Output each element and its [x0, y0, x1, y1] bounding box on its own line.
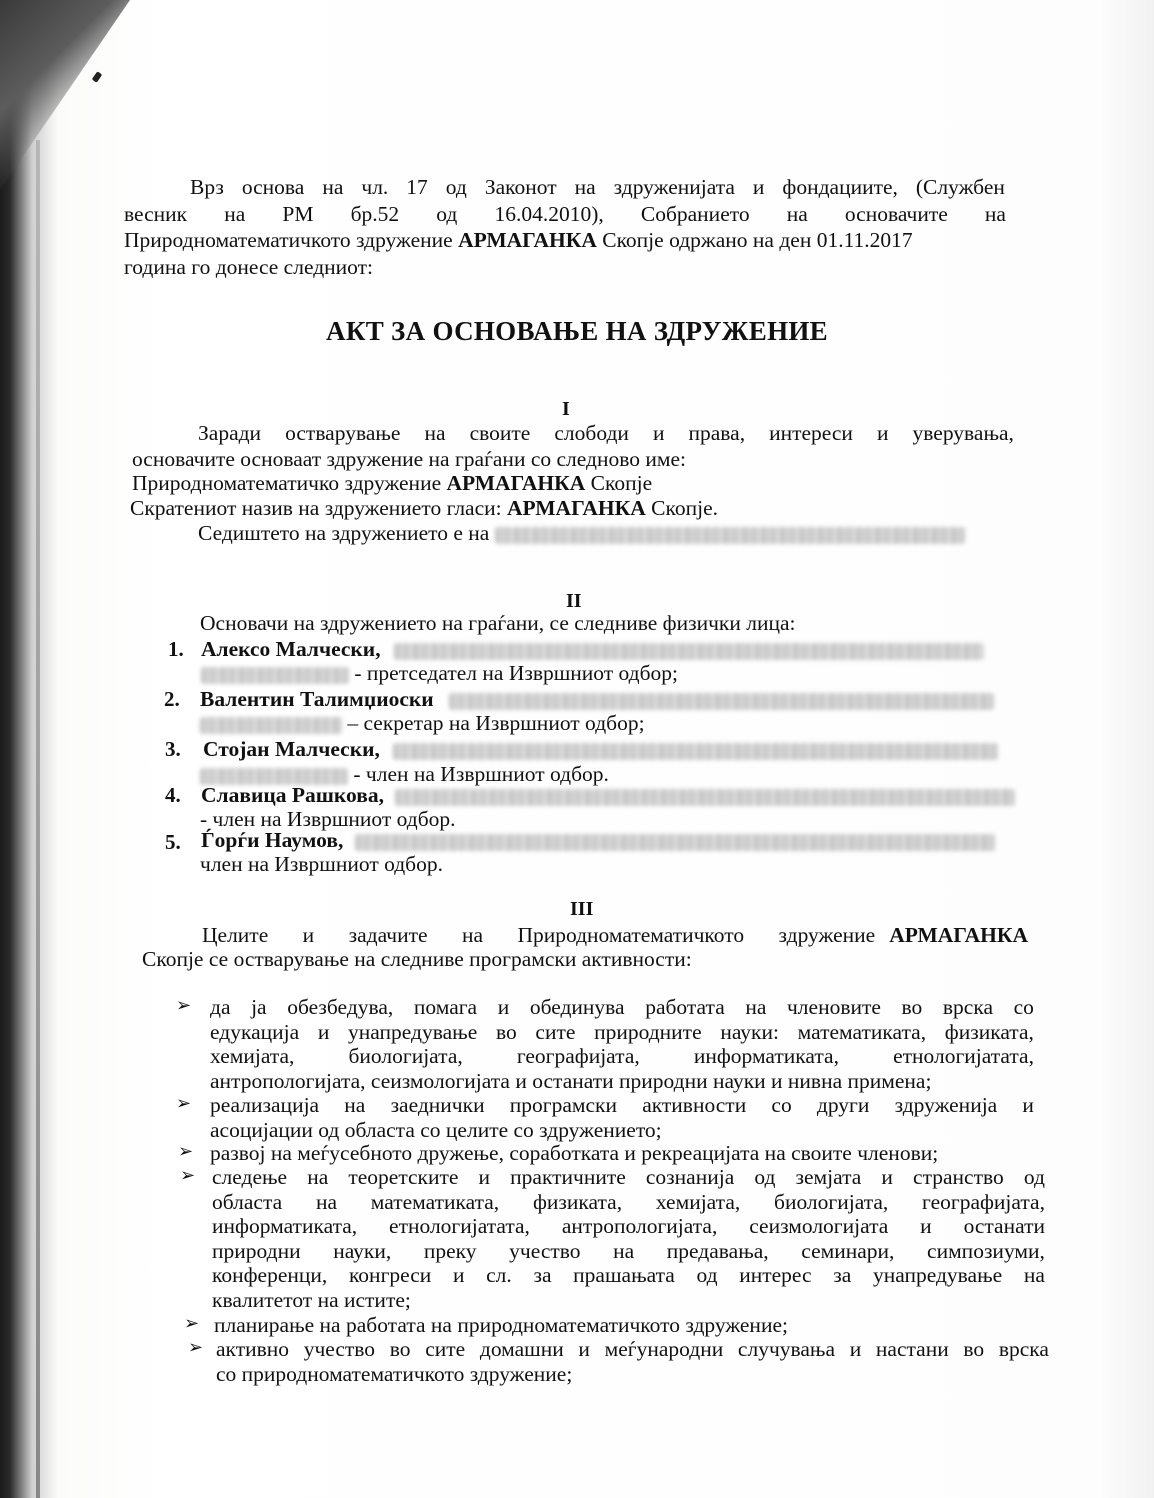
- activity-word: активности: [642, 1093, 747, 1117]
- section1-word: права,: [688, 421, 746, 445]
- section3-word: и: [302, 923, 315, 947]
- bullet-arrow-icon: ➢: [178, 1141, 194, 1162]
- activity-word: ја: [251, 995, 267, 1019]
- preamble-word: на: [786, 202, 808, 226]
- activity-word: здруженија: [894, 1093, 998, 1117]
- activity-word: од: [696, 1263, 718, 1288]
- section3-word: Природноматематичкото: [517, 923, 745, 947]
- redacted-id-number: [200, 717, 342, 734]
- activity-line: [210, 1043, 1034, 1069]
- activity-word: географијата,: [922, 1189, 1045, 1214]
- activity-word: математиката,: [797, 1019, 927, 1044]
- section1-line-3: [132, 470, 652, 496]
- activity-word: следење: [212, 1165, 288, 1189]
- activity-word: на: [745, 995, 767, 1019]
- activity-word: заеднички: [390, 1093, 485, 1117]
- section-numeral-1: I: [562, 398, 570, 420]
- founder-name-line: [201, 636, 984, 662]
- preamble-word: РМ: [282, 202, 314, 226]
- activity-word: членовите: [786, 995, 881, 1019]
- activity-word: во: [389, 1337, 411, 1361]
- activity-word: во: [495, 1019, 517, 1044]
- association-short-name: АРМАГАНКА: [507, 496, 646, 520]
- activity-word: сл.: [486, 1263, 512, 1288]
- activity-word: од: [1023, 1165, 1045, 1189]
- preamble-word: 16.04.2010),: [494, 202, 604, 226]
- section3-line-2: Скопје се остварување на следниве програмски активности:: [142, 947, 692, 971]
- founder-role: - член на Извршниот одбор.: [348, 762, 609, 786]
- founder-role-line: [200, 710, 645, 736]
- activity-word: домашни: [479, 1337, 564, 1361]
- section1-line-2: основачите основаат здружение на граѓани со следново име:: [132, 447, 686, 471]
- activity-word: со природноматематичкото здружение;: [216, 1361, 573, 1386]
- activity-word: етнологијатата,: [893, 1044, 1034, 1069]
- bullet-arrow-icon: ➢: [188, 1337, 204, 1358]
- founder-role: – секретар на Извршниот одбор;: [342, 711, 645, 735]
- activity-word: сите: [535, 1019, 576, 1044]
- activity-word: биологијата,: [774, 1189, 889, 1214]
- redacted-address: [495, 527, 965, 544]
- bullet-arrow-icon: ➢: [176, 1093, 192, 1114]
- preamble-line-4: година го донесе следниот:: [124, 255, 374, 279]
- activity-word: географијата,: [516, 1044, 640, 1069]
- preamble-word: Врз: [190, 175, 224, 199]
- activity-word: програмски: [509, 1093, 617, 1117]
- bullet-arrow-icon: ➢: [184, 1313, 200, 1334]
- activity-line: [210, 1117, 662, 1143]
- founder-name-line: [201, 827, 995, 853]
- founder-number: 2.: [164, 687, 180, 711]
- preamble-word: основа: [241, 175, 305, 199]
- activity-line: [210, 1092, 1034, 1118]
- activity-word: странство: [913, 1165, 1004, 1189]
- preamble-word: од: [445, 175, 467, 199]
- activity-word: математиката,: [370, 1189, 500, 1214]
- activity-word: сознанија: [645, 1165, 735, 1189]
- staple-mark: [92, 71, 103, 83]
- association-name: АРМАГАНКА: [446, 471, 586, 495]
- activity-word: прашањата: [573, 1263, 675, 1288]
- section-numeral-3: III: [570, 898, 594, 920]
- preamble-word: 17: [406, 175, 428, 199]
- section1-text: Природноматематичко здружение: [132, 471, 447, 495]
- activity-word: информатиката,: [693, 1044, 839, 1069]
- activity-word: активно: [216, 1337, 290, 1361]
- activity-word: интерес: [739, 1263, 812, 1288]
- activity-word: и: [497, 995, 510, 1019]
- separator: ,: [374, 737, 380, 761]
- activity-word: конференци,: [212, 1263, 328, 1288]
- activity-line: [212, 1189, 1045, 1215]
- activity-word: квалитетот на истите;: [212, 1288, 411, 1312]
- activity-line: [210, 1140, 938, 1166]
- activity-line: [210, 1068, 931, 1094]
- activity-word: сеизмологијата: [749, 1214, 889, 1239]
- section1-text: Скопје: [585, 471, 653, 495]
- activity-word: и: [881, 1165, 893, 1189]
- preamble-word: весник: [124, 202, 188, 226]
- activity-word: преку: [423, 1238, 477, 1263]
- activity-word: помага: [413, 995, 478, 1019]
- founder-name: Ѓорѓи Наумов: [201, 828, 338, 852]
- activity-word: природните: [594, 1019, 702, 1044]
- activity-line: [212, 1164, 1045, 1190]
- activity-word: и: [920, 1214, 932, 1239]
- section3-word: на: [461, 923, 484, 947]
- preamble-word: на: [574, 175, 596, 199]
- activity-line: [210, 1019, 1034, 1045]
- activity-word: работата: [645, 995, 725, 1019]
- activity-word: обединува: [529, 995, 625, 1019]
- bullet-arrow-icon: ➢: [180, 1165, 196, 1186]
- activity-word: природни: [212, 1238, 301, 1263]
- activity-word: на: [307, 1165, 329, 1189]
- founder-number: 5.: [165, 830, 181, 854]
- redacted-id-number: [201, 667, 349, 684]
- activity-line: [214, 1312, 788, 1338]
- founder-name: Валентин Талимџиоски: [200, 687, 434, 711]
- section1-text: Скратениот назив на здружението гласи:: [130, 496, 507, 520]
- section1-line-1: [198, 420, 1014, 446]
- activity-line: [212, 1287, 411, 1313]
- section1-word: интереси: [769, 421, 853, 445]
- activity-word: да: [210, 995, 231, 1019]
- activity-word: на: [344, 1093, 366, 1117]
- activity-word: со: [771, 1093, 792, 1117]
- founder-name: Стојан Малчески: [203, 737, 375, 761]
- section1-text: Скопје.: [645, 496, 718, 520]
- section1-line-4: [130, 495, 718, 521]
- activity-word: унапредување: [872, 1263, 1003, 1288]
- activity-line: [216, 1361, 572, 1387]
- activity-line: [212, 1262, 1045, 1288]
- preamble-line-3: [124, 227, 913, 253]
- activity-word: земјата: [795, 1165, 862, 1189]
- redacted-personal-data: [393, 743, 998, 760]
- redacted-personal-data: [395, 789, 1015, 806]
- activity-word: останати: [963, 1214, 1045, 1239]
- section1-word: своите: [469, 421, 531, 445]
- activity-word: настани: [875, 1337, 949, 1361]
- activity-word: физиката,: [944, 1019, 1034, 1044]
- founder-name: Алексо Малчески: [201, 637, 376, 661]
- activity-word: предавања,: [666, 1238, 769, 1263]
- activity-word: развој на меѓусебното дружење, соработката и рекреацијата на своите членови;: [210, 1141, 939, 1165]
- activity-line: [216, 1336, 1049, 1362]
- association-name: АРМАГАНКА: [458, 228, 597, 252]
- section1-word: и: [652, 421, 665, 445]
- preamble-word: бр.52: [350, 202, 400, 226]
- founder-name-line: [201, 782, 1015, 808]
- preamble-word: Законот: [484, 175, 557, 199]
- preamble-word: чл.: [361, 175, 389, 199]
- folded-corner: [0, 0, 130, 190]
- founders-intro: Основачи на здружението на граѓани, се следниве физички лица:: [200, 611, 796, 635]
- activity-word: на: [1023, 1263, 1045, 1288]
- activity-word: етнологијатата,: [389, 1214, 530, 1239]
- section3-word: здружение: [778, 923, 876, 947]
- activity-word: планирање на работата на природноматематичкото здружение;: [214, 1313, 788, 1337]
- activity-word: учество: [303, 1337, 376, 1361]
- activity-word: и: [1022, 1093, 1034, 1117]
- activity-word: врска: [998, 1337, 1049, 1361]
- activity-word: на: [315, 1189, 337, 1214]
- activity-word: унапредување: [348, 1019, 478, 1044]
- activity-word: и: [317, 1019, 330, 1044]
- section1-line-5: [198, 520, 965, 546]
- preamble-word: Собранието: [640, 202, 750, 226]
- activity-word: учество: [509, 1238, 581, 1263]
- activity-word: хемијата,: [210, 1044, 295, 1069]
- activity-word: антропологијата,: [561, 1214, 718, 1239]
- section3-word: задачите: [348, 923, 428, 947]
- preamble-text: Скопје одржано на ден 01.11.2017: [596, 228, 913, 252]
- activity-line: [210, 994, 1034, 1020]
- activity-word: теоретските: [348, 1165, 459, 1189]
- activity-word: асоцијации од областа со целите со здружението;: [210, 1117, 662, 1142]
- activity-word: и: [452, 1263, 465, 1288]
- bullet-arrow-icon: ➢: [176, 995, 192, 1016]
- founder-name-line: [200, 686, 994, 712]
- activity-word: конгреси: [348, 1263, 432, 1288]
- section1-word: слободи: [554, 421, 629, 445]
- activity-word: едукација: [210, 1019, 300, 1044]
- preamble-word: здруженијата: [613, 175, 735, 199]
- activity-word: хемијата,: [655, 1189, 741, 1214]
- activity-word: симпозиуми,: [927, 1238, 1045, 1263]
- founder-role-line: - член на Извршниот одбор.: [200, 807, 456, 831]
- redacted-personal-data: [394, 643, 984, 660]
- founder-number: 3.: [165, 737, 181, 761]
- founder-number: 4.: [165, 783, 181, 807]
- redacted-personal-data: [355, 834, 995, 851]
- activity-word: науки,: [333, 1238, 392, 1263]
- section3-line-1: [202, 922, 1028, 948]
- section1-word: на: [424, 421, 446, 445]
- section1-word: Заради: [198, 421, 262, 445]
- activity-word: и: [478, 1165, 491, 1189]
- activity-word: антропологијата, сеизмологијата и останати природни науки и нивна примена;: [210, 1068, 932, 1093]
- document-title: АКТ ЗА ОСНОВАЊЕ НА ЗДРУЖЕНИЕ: [326, 316, 828, 346]
- activity-word: во: [901, 995, 923, 1019]
- founder-number: 1.: [168, 637, 184, 661]
- activity-word: случувања: [737, 1337, 836, 1361]
- activity-word: семинари,: [801, 1238, 895, 1263]
- founder-role-line: член на Извршниот одбор.: [200, 852, 443, 876]
- preamble-text: Природноматематичкото здружение: [124, 228, 459, 252]
- section1-word: уверувања,: [912, 421, 1014, 445]
- activity-word: и: [578, 1337, 590, 1361]
- preamble-word: на: [224, 202, 246, 226]
- activity-line: [212, 1213, 1045, 1239]
- separator: ,: [378, 783, 384, 807]
- association-name: АРМАГАНКА: [889, 923, 1028, 947]
- section-numeral-2: II: [566, 590, 582, 612]
- activity-word: физиката,: [532, 1189, 623, 1214]
- activity-word: биологијата,: [348, 1044, 463, 1069]
- activity-word: врска: [942, 995, 993, 1019]
- preamble-line-2: [124, 201, 1006, 227]
- activity-word: сите: [425, 1337, 466, 1361]
- preamble-word: (Службен: [915, 175, 1005, 199]
- separator: ,: [337, 828, 344, 852]
- founder-role: - претседател на Извршниот одбор;: [349, 661, 679, 685]
- section3-line-1-text: [202, 922, 875, 948]
- preamble-word: на: [984, 202, 1006, 226]
- preamble-word: фондациите,: [782, 175, 898, 199]
- activity-word: меѓународни: [604, 1337, 724, 1361]
- section1-word: и: [876, 421, 889, 445]
- preamble-line-1: [190, 174, 1005, 200]
- founder-name: Славица Рашкова: [201, 783, 379, 807]
- activity-word: за: [533, 1263, 552, 1288]
- activity-word: во: [963, 1337, 985, 1361]
- activity-line: [212, 1238, 1045, 1264]
- activity-word: и: [849, 1337, 862, 1361]
- separator: ,: [375, 637, 381, 661]
- activity-word: практичните: [510, 1165, 626, 1189]
- preamble-word: и: [752, 175, 765, 199]
- activity-word: за: [833, 1263, 852, 1288]
- activity-word: областа: [212, 1189, 283, 1214]
- activity-word: на: [613, 1238, 635, 1263]
- section3-word: Целите: [202, 923, 269, 947]
- activity-word: обезбедува,: [287, 995, 394, 1019]
- redacted-personal-data: [449, 693, 994, 710]
- activity-word: науки:: [720, 1019, 779, 1044]
- founder-role-line: [201, 660, 678, 686]
- activity-word: други: [816, 1093, 870, 1117]
- preamble-word: основачите: [844, 202, 948, 226]
- activity-word: од: [754, 1165, 776, 1189]
- section1-word: остварување: [285, 421, 401, 445]
- seat-label: Седиштето на здружението е на: [198, 521, 490, 545]
- activity-word: со: [1013, 995, 1034, 1019]
- activity-word: реализација: [210, 1093, 320, 1117]
- activity-word: информатиката,: [212, 1214, 358, 1239]
- preamble-word: од: [436, 202, 458, 226]
- preamble-word: на: [322, 175, 344, 199]
- founder-name-line: [203, 736, 998, 762]
